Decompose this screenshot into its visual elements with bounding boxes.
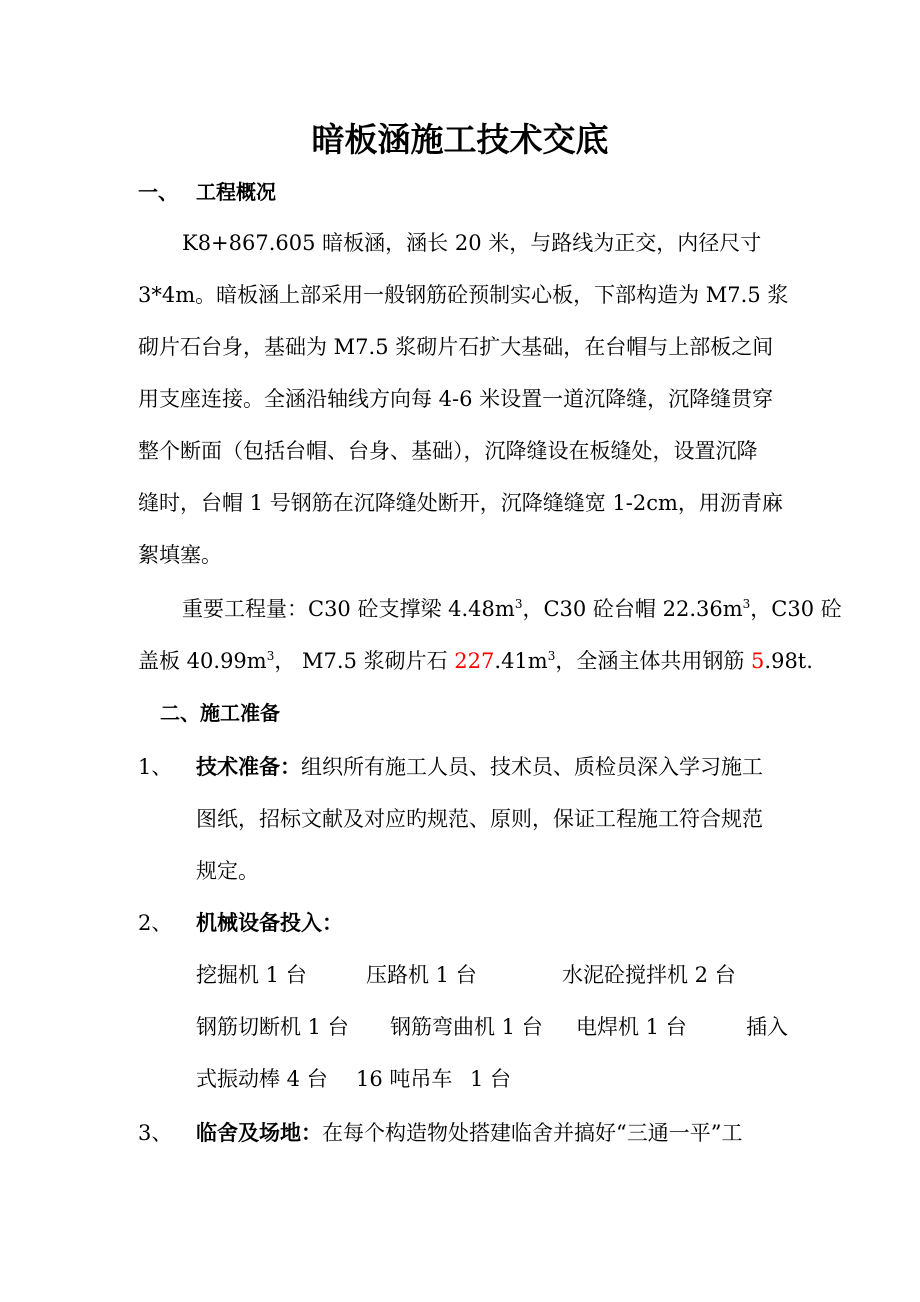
paragraph-line: K8+867.605 暗板涵，涵长 20 米，与路线为正交，内径尺寸 [182,231,762,255]
superscript: 3 [742,597,751,611]
paragraph-line: 絮填塞。 [138,543,222,567]
equipment-item: 钢筋切断机 1 台 [196,1015,349,1039]
paragraph-line: 砌片石台身，基础为 M7.5 浆砌片石扩大基础，在台帽与上部板之间 [138,335,774,359]
quantity-text: 盖板 40.99m [138,649,267,673]
highlighted-value: 5 [751,649,765,673]
highlighted-value: 227 [454,649,495,673]
item-3-line [196,1118,742,1148]
quantity-text: .41m [494,649,548,673]
superscript: 3 [266,649,275,663]
paragraph-line: 缝时，台帽 1 号钢筋在沉降缝处断开，沉降缝缝宽 1-2cm，用沥青麻 [138,491,783,515]
quantity-text: ，全涵主体共用钢筋 [555,649,752,673]
section-1-number: 一、 [138,180,178,204]
item-3-text: 在每个构造物处搭建临舍并搞好“三通一平”工 [322,1121,743,1145]
quantity-text: .98t. [764,649,813,673]
item-1-text: 组织所有施工人员、技术员、质检员深入学习施工 [301,755,763,779]
item-1-label: 技术准备： [196,755,301,779]
item-1-number: 1、 [138,755,173,779]
quantity-text: ， M7.5 浆砌片石 [274,649,455,673]
equipment-item: 钢筋弯曲机 1 台 [390,1015,543,1039]
equipment-item: 电焊机 1 台 [576,1015,687,1039]
item-2-label: 机械设备投入： [196,911,343,935]
equipment-item: 16 吨吊车 [356,1067,453,1091]
superscript: 3 [514,597,523,611]
paragraph-line: 3*4m。暗板涵上部采用一般钢筋砼预制实心板，下部构造为 M7.5 浆 [138,283,789,307]
item-1-line: 规定。 [196,859,259,883]
superscript: 3 [547,649,556,663]
equipment-item: 插入 [746,1015,788,1039]
quantities-line-2 [138,646,813,676]
quantity-text: ，C30 砼 [750,597,842,621]
item-3-label: 临舍及场地： [196,1121,322,1145]
equipment-item: 挖掘机 1 台 [196,963,307,987]
paragraph-line: 整个断面（包括台帽、台身、基础），沉降缝设在板缝处，设置沉降 [138,439,758,463]
section-1-heading: 工程概况 [196,180,276,204]
equipment-item: 式振动棒 4 台 [196,1067,328,1091]
paragraph-line: 用支座连接。全涵沿轴线方向每 4-6 米设置一道沉降缝，沉降缝贯穿 [138,387,774,411]
item-1-line: 图纸，招标文献及对应旳规范、原则，保证工程施工符合规范 [196,807,763,831]
equipment-item: 压路机 1 台 [366,963,477,987]
section-2-heading: 二、施工准备 [160,701,280,725]
item-2-number: 2、 [138,911,173,935]
quantities-line-1 [182,594,842,624]
equipment-item: 1 台 [470,1067,512,1091]
item-1-line [196,752,763,782]
item-3-number: 3、 [138,1121,173,1145]
document-title: 暗板涵施工技术交底 [311,120,609,159]
quantity-text: ，C30 砼台帽 22.36m [522,597,743,621]
equipment-item: 水泥砼搅拌机 2 台 [562,963,736,987]
quantity-text: 重要工程量：C30 砼支撑梁 4.48m [182,597,515,621]
